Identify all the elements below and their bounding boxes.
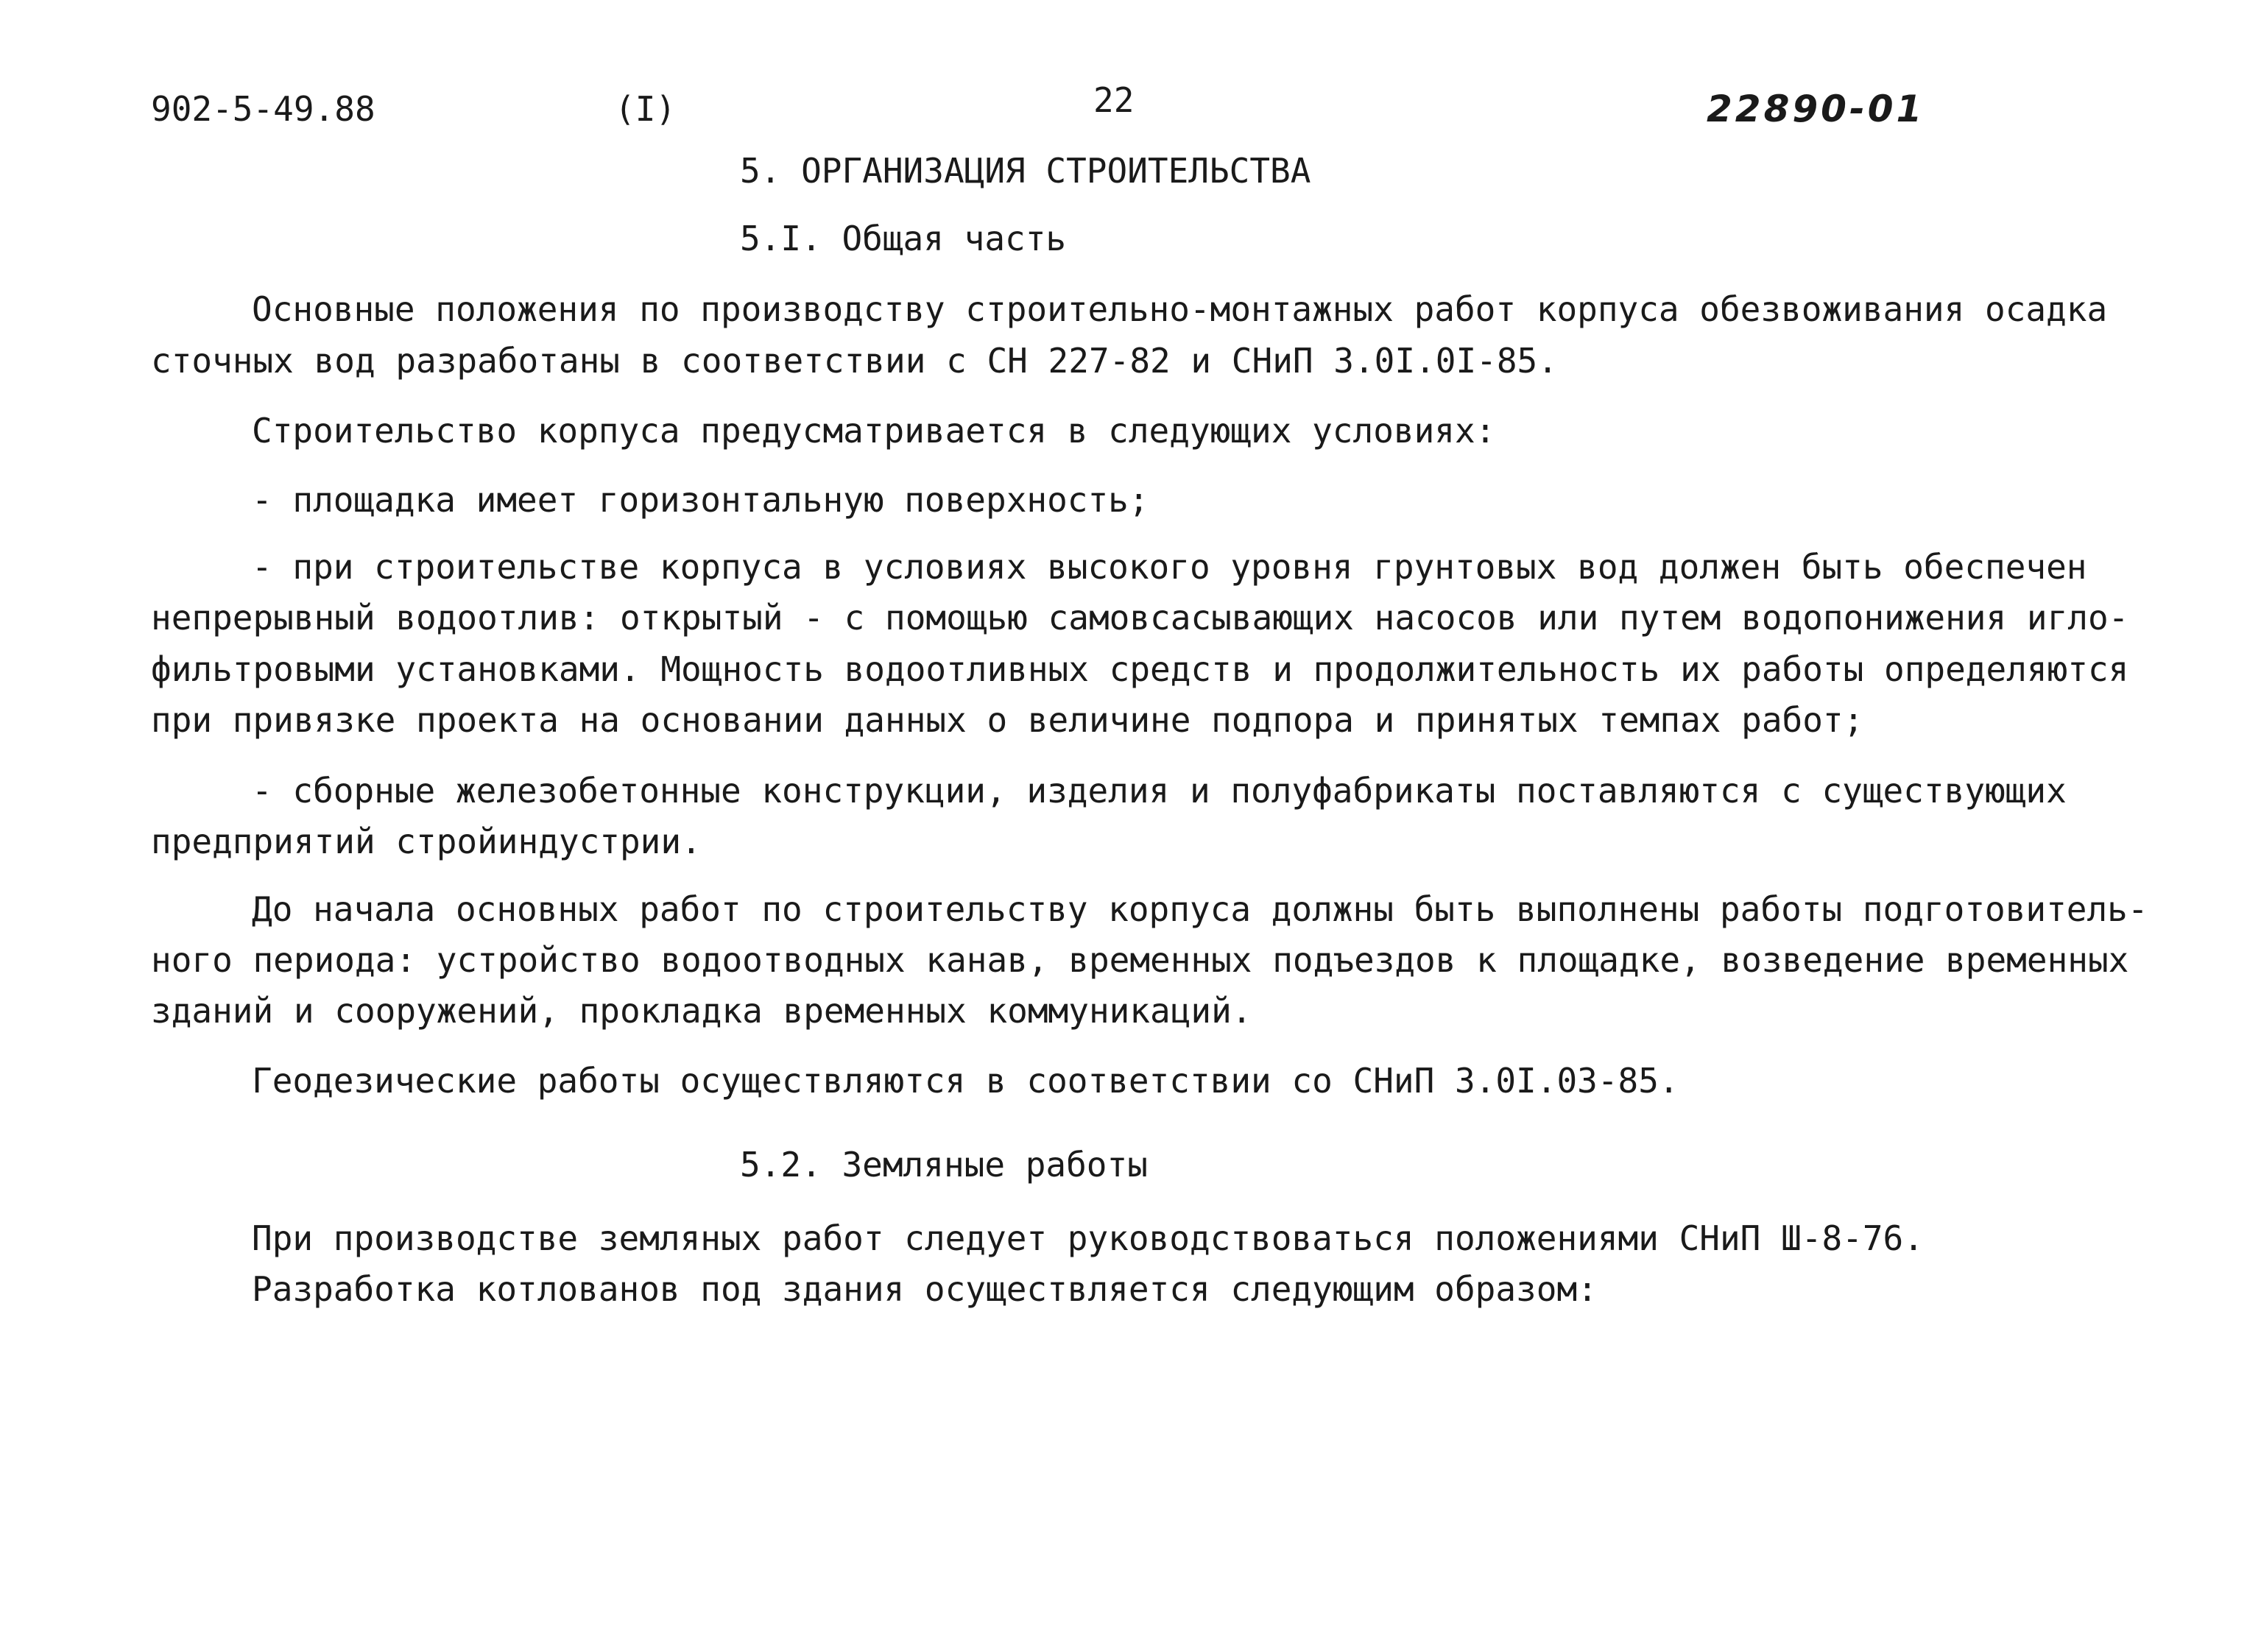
subsection-title: 5.I. Общая часть: [740, 219, 1067, 258]
list-item: - при строительстве корпуса в условиях высокого уровня грунтовых вод должен быть обеспечен: [252, 547, 2087, 587]
paragraph-line: Геодезические работы осуществляются в соответствии со СНиП 3.0I.03-85.: [252, 1061, 1679, 1101]
list-item: - сборные железобетонные конструкции, изделия и полуфабрикаты поставляются с существующих: [252, 771, 2067, 811]
paragraph-line: зданий и сооружений, прокладка временных коммуникаций.: [151, 991, 1252, 1031]
paragraph-line: ного периода: устройство водоотводных канав, временных подъездов к площадке, возведение временных: [151, 940, 2129, 980]
page-number: 22: [1093, 80, 1135, 120]
paragraph-line: При производстве земляных работ следует руководствоваться положениями СНиП Ш-8-76.: [252, 1218, 1924, 1258]
paragraph-line: непрерывный водоотлив: открытый - с помощью самовсасывающих насосов или путем водопонижения игло-: [151, 598, 2129, 638]
subsection-title: 5.2. Земляные работы: [740, 1145, 1148, 1185]
handwritten-inventory-number: 22890-01: [1707, 88, 1925, 130]
paragraph-line: при привязке проекта на основании данных о величине подпора и принятых темпах работ;: [151, 700, 1864, 740]
paragraph-line: Основные положения по производству строительно-монтажных работ корпуса обезвоживания осадка: [252, 289, 2108, 329]
list-item: - площадка имеет горизонтальную поверхность;: [252, 480, 1149, 520]
document-part: (I): [615, 89, 677, 129]
paragraph-line: До начала основных работ по строительству корпуса должны быть выполнены работы подготовитель-: [252, 889, 2148, 929]
paragraph-line: сточных вод разработаны в соответствии с СН 227-82 и СНиП 3.0I.0I-85.: [151, 341, 1558, 381]
paragraph-line: фильтровыми установками. Мощность водоотливных средств и продолжительность их работы определяются: [151, 649, 2129, 689]
document-code: 902-5-49.88: [151, 89, 375, 129]
paragraph-line: Строительство корпуса предусматривается в следующих условиях:: [252, 411, 1496, 451]
paragraph-line: Разработка котлованов под здания осуществляется следующим образом:: [252, 1269, 1598, 1309]
section-title: 5. ОРГАНИЗАЦИЯ СТРОИТЕЛЬСТВА: [740, 151, 1311, 191]
paragraph-line: предприятий стройиндустрии.: [151, 822, 702, 861]
